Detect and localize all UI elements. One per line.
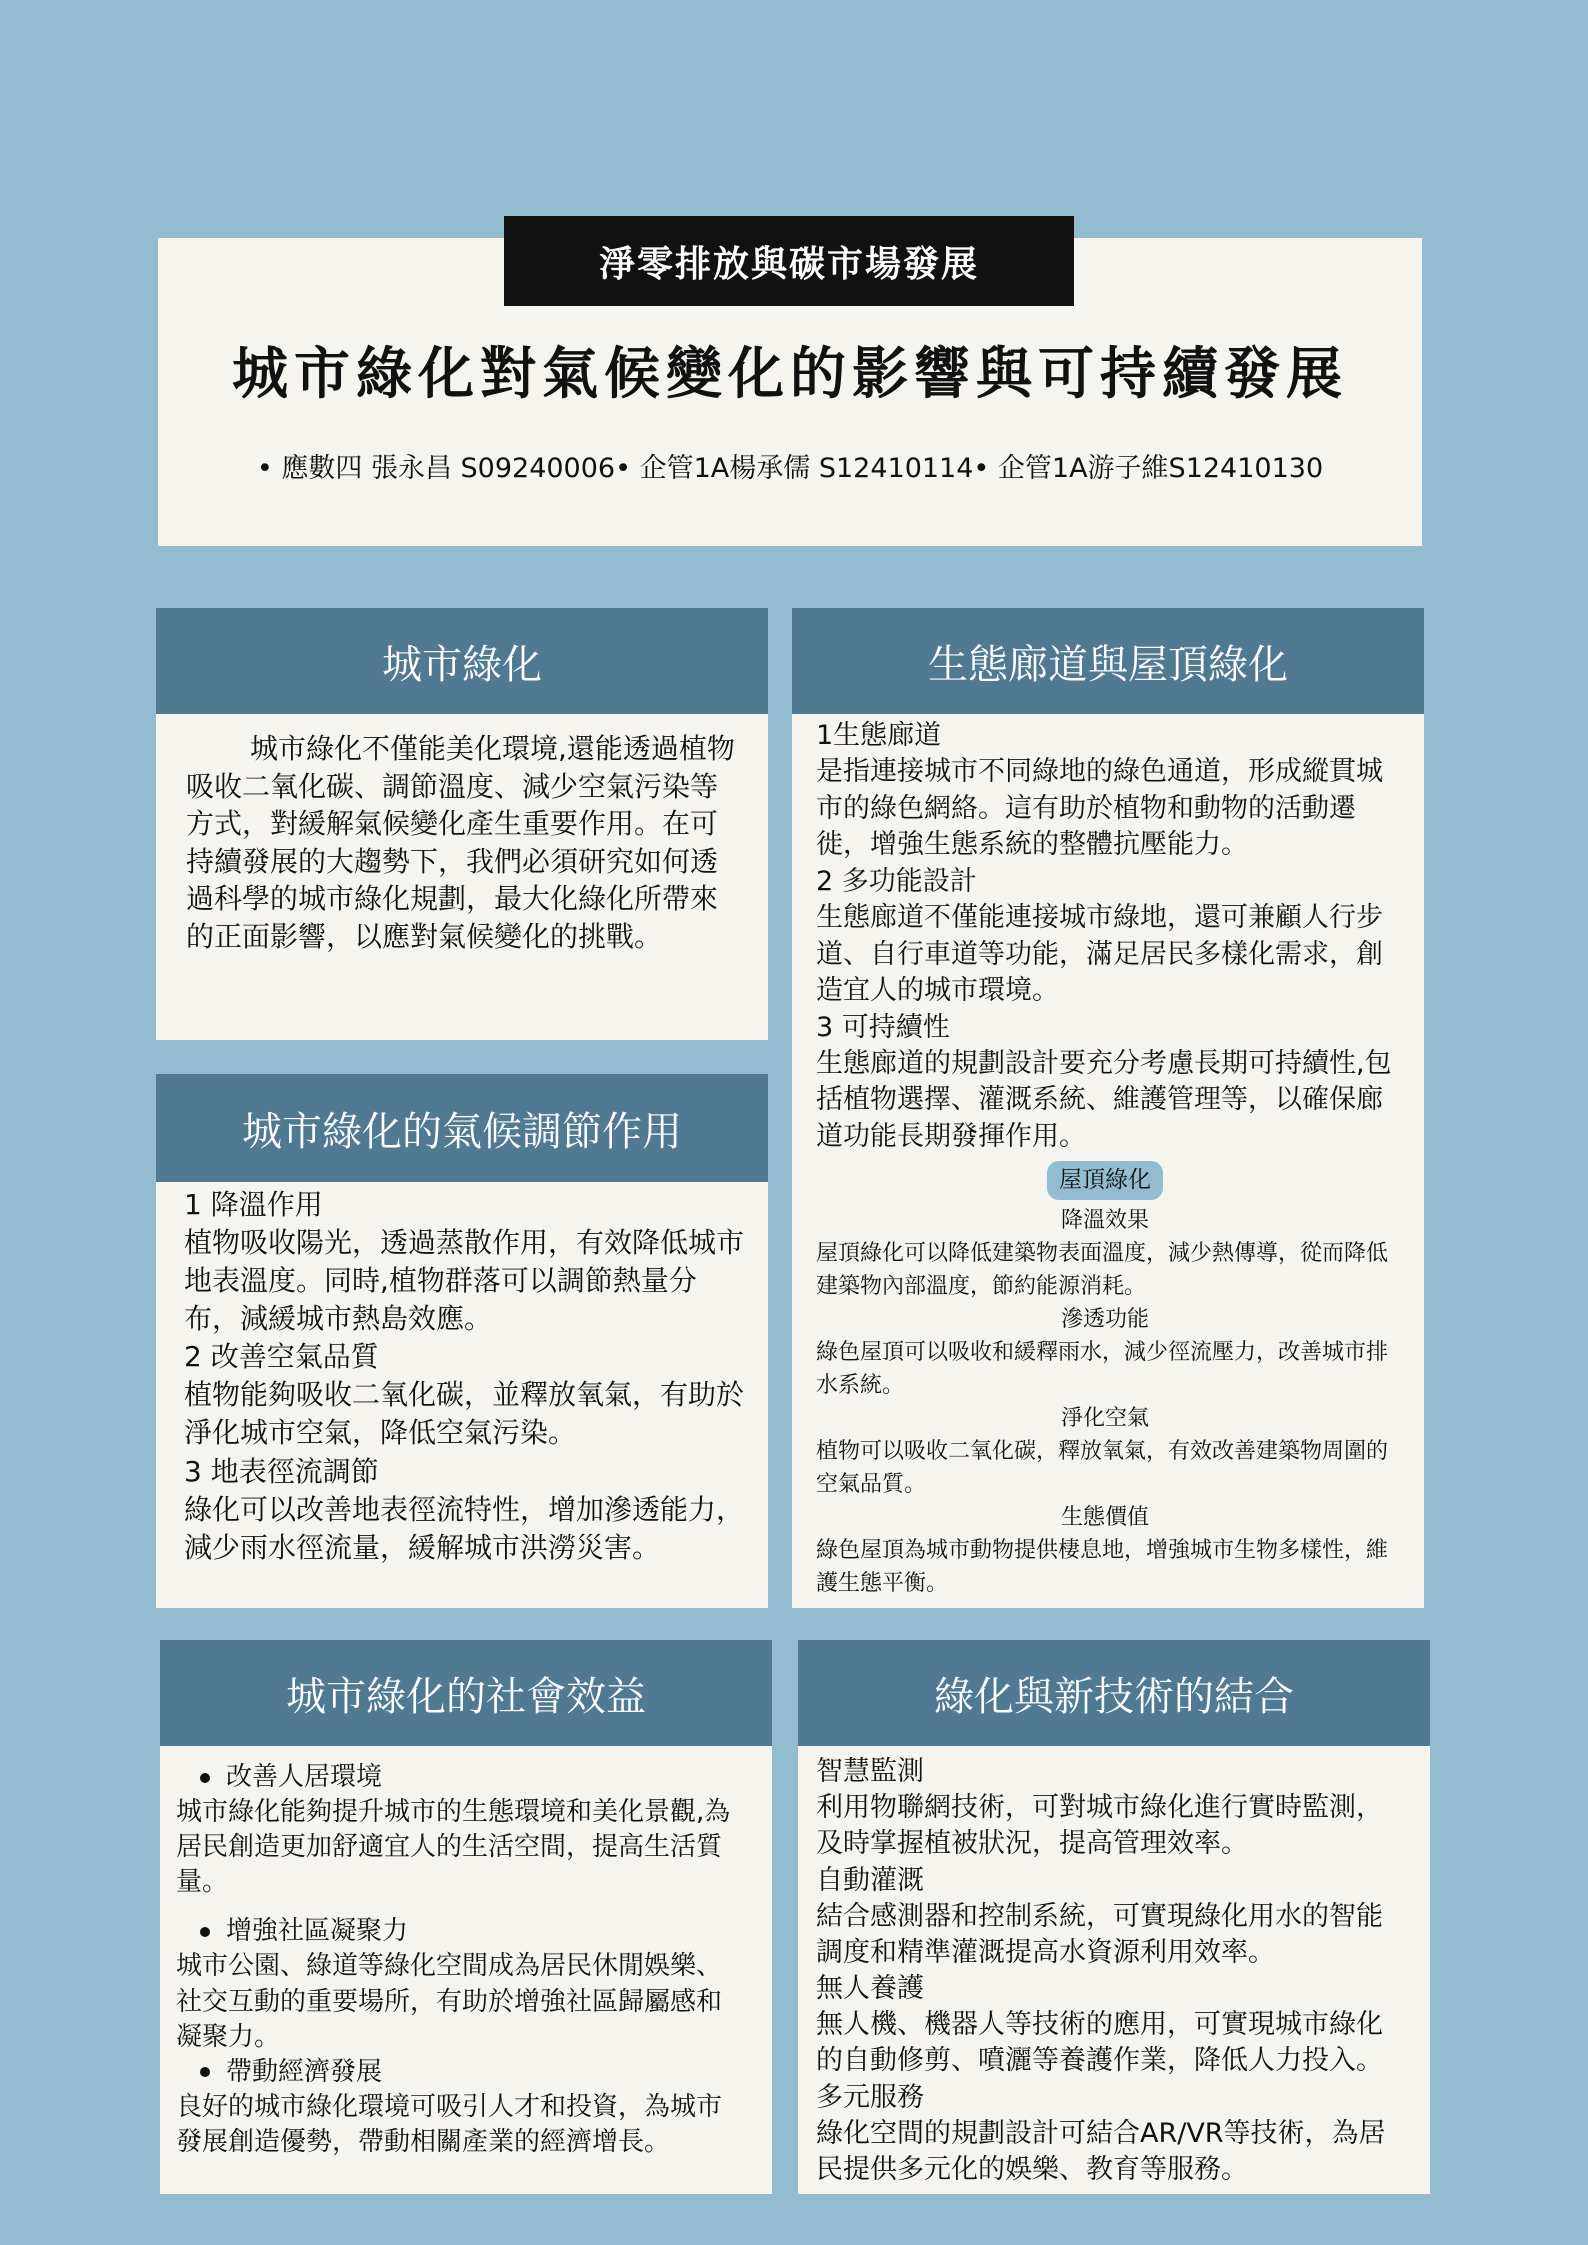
card-text: 城市綠化不僅能美化環境,還能透過植物吸收二氧化碳、調節溫度、減少空氣污染等方式，對緩解氣候變化產生重要作用。在可持續發展的大趨勢下，我們必須研究如何透過科學的城市綠化規劃，最大化綠化所帶來的正面影響，以應對氣候變化的挑戰。 [186, 732, 735, 953]
roof-item-head: 降溫效果 [1060, 1208, 1149, 1234]
card-title: 城市綠化的社會效益 [160, 1640, 772, 1746]
roof-item-text: 屋頂綠化可以降低建築物表面溫度，減少熱傳導，從而降低建築物內部溫度，節約能源消耗。 [816, 1241, 1389, 1300]
card-title: 城市綠化 [156, 608, 768, 714]
item-head: 1 降溫作用 [184, 1188, 323, 1221]
card-new-technology [798, 1640, 1430, 2194]
item-head: 3 地表徑流調節 [184, 1454, 379, 1488]
item-head: 無人養護 [816, 1973, 924, 2005]
item-text: 生態廊道的規劃設計要充分考慮長期可持續性,包括植物選擇、灌溉系統、維護管理等，以確保廊道功能長期發揮作用。 [816, 1047, 1392, 1152]
bullet-icon [200, 1773, 210, 1783]
item-text: 城市綠化能夠提升城市的生態環境和美化景觀,為居民創造更加舒適宜人的生活空間，提高生活質量。 [176, 1797, 731, 1898]
item-head: 智慧監測 [816, 1756, 924, 1787]
roof-item-text: 綠色屋頂為城市動物提供棲息地，增強城市生物多樣性，維護生態平衡。 [816, 1538, 1389, 1597]
authors-line: • 應數四 張永昌 S09240006• 企管1A楊承儒 S12410114• 企管1A游子維S12410130 [256, 453, 1324, 484]
topic-tag: 淨零排放與碳市場發展 [504, 216, 1074, 306]
card-title: 綠化與新技術的結合 [798, 1640, 1430, 1746]
item-head: 多元服務 [816, 2081, 924, 2113]
card-content [184, 1186, 744, 1567]
item-text: 利用物聯網技術，可對城市綠化進行實時監測，及時掌握植被狀況，提高管理效率。 [816, 1792, 1383, 1860]
card-content [816, 718, 1394, 1600]
roof-item-head: 滲透功能 [1060, 1307, 1149, 1333]
card-title: 生態廊道與屋頂綠化 [792, 608, 1424, 714]
item-text: 良好的城市綠化環境可吸引人才和投資，為城市發展創造優勢，帶動相關產業的經濟增長。 [176, 2091, 723, 2157]
item-head: 1生態廊道 [816, 720, 942, 751]
card-content [816, 1754, 1406, 2188]
roof-item-text: 植物可以吸收二氧化碳，釋放氧氣，有效改善建築物周圍的空氣品質。 [816, 1439, 1389, 1498]
card-social-benefits [160, 1640, 772, 2194]
roof-greening-badge: 屋頂綠化 [1047, 1161, 1163, 1200]
item-head: 2 改善空氣品質 [184, 1340, 379, 1374]
roof-item-head: 生態價值 [1060, 1505, 1149, 1531]
item-text: 綠化空間的規劃設計可結合AR/VR等技術，為居民提供多元化的娛樂、教育等服務。 [816, 2117, 1386, 2185]
roof-item-text: 綠色屋頂可以吸收和緩釋雨水，減少徑流壓力，改善城市排水系統。 [816, 1340, 1389, 1399]
bullet-icon [200, 1927, 210, 1937]
bullet-icon [200, 2067, 210, 2077]
card-urban-greening [156, 608, 768, 1040]
item-head: 3 可持續性 [816, 1011, 950, 1043]
item-text: 是指連接城市不同綠地的綠色通道，形成縱貫城市的綠色網絡。這有助於植物和動物的活動遷徙，增強生態系統的整體抗壓能力。 [816, 756, 1383, 861]
item-text: 生態廊道不僅能連接城市綠地，還可兼顧人行步道、自行車道等功能，滿足居民多樣化需求，創造宜人的城市環境。 [816, 902, 1383, 1007]
item-head: 2 多功能設計 [816, 865, 977, 897]
item-text: 綠化可以改善地表徑流特性，增加滲透能力，減少雨水徑流量，緩解城市洪澇災害。 [184, 1492, 745, 1564]
item-text: 城市公園、綠道等綠化空間成為居民休閒娛樂、社交互動的重要場所，有助於增強社區歸屬感和凝聚力。 [176, 1951, 723, 2052]
item-head: 自動灌溉 [816, 1864, 924, 1896]
item-text: 無人機、機器人等技術的應用，可實現城市綠化的自動修剪、噴灑等養護作業，降低人力投入。 [816, 2009, 1383, 2077]
item-head: 改善人居環境 [226, 1762, 383, 1792]
item-head: 增強社區凝聚力 [226, 1916, 409, 1947]
card-climate-regulation [156, 1074, 768, 1608]
card-eco-corridor [792, 608, 1424, 1608]
item-text: 植物吸收陽光，透過蒸散作用，有效降低城市地表溫度。同時,植物群落可以調節熱量分布，減緩城市熱島效應。 [184, 1226, 745, 1336]
item-text: 結合感測器和控制系統，可實現綠化用水的智能調度和精準灌溉提高水資源利用效率。 [816, 1900, 1383, 1968]
roof-item-head: 淨化空氣 [1060, 1406, 1149, 1432]
item-text: 植物能夠吸收二氧化碳，並釋放氧氣，有助於淨化城市空氣，降低空氣污染。 [184, 1378, 745, 1450]
item-head: 帶動經濟發展 [226, 2056, 383, 2087]
poster-title: 城市綠化對氣候變化的影響與可持續發展 [232, 342, 1348, 407]
card-content [176, 1760, 744, 2160]
card-title: 城市綠化的氣候調節作用 [156, 1074, 768, 1182]
